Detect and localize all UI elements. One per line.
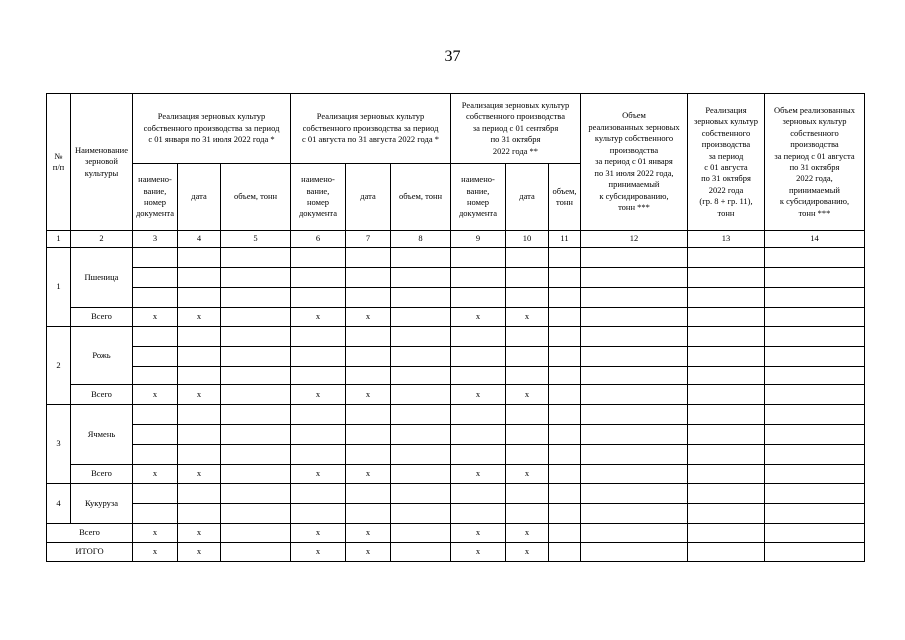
data-cell <box>451 268 506 288</box>
column-number: 12 <box>581 231 688 248</box>
not-applicable-mark: x <box>178 308 221 327</box>
not-applicable-mark: x <box>451 308 506 327</box>
data-cell <box>688 425 765 445</box>
not-applicable-mark: x <box>291 308 346 327</box>
data-cell <box>581 248 688 268</box>
data-cell <box>549 543 581 562</box>
data-cell <box>391 465 451 484</box>
data-cell <box>133 347 178 367</box>
data-cell <box>178 445 221 465</box>
data-cell <box>765 268 865 288</box>
data-cell <box>391 367 451 385</box>
data-cell <box>346 367 391 385</box>
data-cell <box>133 268 178 288</box>
data-cell <box>221 543 291 562</box>
crop-number: 3 <box>47 405 71 484</box>
data-cell <box>549 367 581 385</box>
column-number: 13 <box>688 231 765 248</box>
data-cell <box>346 484 391 504</box>
data-cell <box>765 288 865 308</box>
data-cell <box>581 385 688 405</box>
total-label: Всего <box>47 524 133 543</box>
data-cell <box>221 288 291 308</box>
data-cell <box>549 405 581 425</box>
data-cell <box>291 288 346 308</box>
data-cell <box>133 288 178 308</box>
header-col14: Объем реализованных зерновых культур собственного производства за период с 01 августа по 31 октября 2022 года, принимаемый к субсидированию, тонн *** <box>765 94 865 231</box>
data-cell <box>688 367 765 385</box>
data-cell <box>221 524 291 543</box>
data-cell <box>581 347 688 367</box>
total-row <box>47 385 865 405</box>
data-cell <box>346 445 391 465</box>
data-cell <box>346 268 391 288</box>
data-cell <box>688 484 765 504</box>
subheader-volume: объем, тонн <box>391 164 451 231</box>
subheader-volume: объем, тонн <box>549 164 581 231</box>
data-cell <box>291 248 346 268</box>
not-applicable-mark: x <box>346 543 391 562</box>
data-cell <box>688 288 765 308</box>
data-cell <box>506 367 549 385</box>
data-cell <box>346 248 391 268</box>
data-cell <box>549 445 581 465</box>
data-cell <box>221 327 291 347</box>
not-applicable-mark: x <box>506 385 549 405</box>
data-cell <box>346 347 391 367</box>
not-applicable-mark: x <box>346 308 391 327</box>
crop-subrow <box>47 347 865 367</box>
column-number: 11 <box>549 231 581 248</box>
data-cell <box>549 425 581 445</box>
crop-number: 4 <box>47 484 71 524</box>
data-cell <box>765 327 865 347</box>
not-applicable-mark: x <box>291 385 346 405</box>
not-applicable-mark: x <box>133 543 178 562</box>
not-applicable-mark: x <box>346 465 391 484</box>
column-number: 4 <box>178 231 221 248</box>
crop-subrow <box>47 288 865 308</box>
data-cell <box>765 385 865 405</box>
header-crop-name: Наименование зерновой культуры <box>71 94 133 231</box>
data-cell <box>506 445 549 465</box>
data-cell <box>451 327 506 347</box>
data-cell <box>549 385 581 405</box>
data-cell <box>346 504 391 524</box>
not-applicable-mark: x <box>506 308 549 327</box>
header-group-sep-oct: Реализация зерновых культур собственного производства за период с 01 сентября по 31 октября 2022 года ** <box>451 94 581 164</box>
data-cell <box>581 425 688 445</box>
crop-number: 2 <box>47 327 71 405</box>
data-cell <box>765 504 865 524</box>
subheader-date: дата <box>506 164 549 231</box>
crop-subrow <box>47 367 865 385</box>
column-number: 7 <box>346 231 391 248</box>
data-cell <box>221 268 291 288</box>
data-cell <box>688 465 765 484</box>
column-number: 6 <box>291 231 346 248</box>
data-cell <box>549 268 581 288</box>
data-cell <box>178 288 221 308</box>
data-cell <box>506 288 549 308</box>
data-cell <box>178 405 221 425</box>
data-cell <box>581 268 688 288</box>
data-cell <box>133 367 178 385</box>
data-cell <box>221 385 291 405</box>
data-cell <box>133 248 178 268</box>
crop-subrow <box>47 425 865 445</box>
not-applicable-mark: x <box>178 543 221 562</box>
not-applicable-mark: x <box>451 543 506 562</box>
header-col13: Реализация зерновых культур собственного производства за период с 01 августа по 31 октября 2022 года (гр. 8 + гр. 11), тонн <box>688 94 765 231</box>
not-applicable-mark: x <box>291 465 346 484</box>
data-cell <box>688 524 765 543</box>
total-label: ИТОГО <box>47 543 133 562</box>
data-cell <box>391 405 451 425</box>
data-cell <box>221 367 291 385</box>
data-cell <box>221 484 291 504</box>
data-cell <box>506 268 549 288</box>
data-cell <box>391 288 451 308</box>
not-applicable-mark: x <box>291 524 346 543</box>
data-cell <box>765 425 865 445</box>
data-cell <box>549 504 581 524</box>
data-cell <box>221 405 291 425</box>
data-cell <box>506 248 549 268</box>
total-label: Всего <box>71 465 133 484</box>
data-cell <box>765 405 865 425</box>
data-cell <box>688 347 765 367</box>
data-cell <box>581 327 688 347</box>
crop-subrow <box>47 268 865 288</box>
data-cell <box>221 248 291 268</box>
data-cell <box>291 367 346 385</box>
header-col12: Объем реализованных зерновых культур собственного производства за период с 01 января по 31 июля 2022 года, принимаемый к субсидированию, тонн *** <box>581 94 688 231</box>
column-number: 1 <box>47 231 71 248</box>
data-cell <box>346 327 391 347</box>
data-cell <box>688 248 765 268</box>
not-applicable-mark: x <box>133 308 178 327</box>
data-cell <box>451 484 506 504</box>
data-cell <box>346 288 391 308</box>
subheader-date: дата <box>178 164 221 231</box>
data-cell <box>221 504 291 524</box>
column-number-row <box>47 231 865 248</box>
data-cell <box>506 484 549 504</box>
not-applicable-mark: x <box>178 524 221 543</box>
data-cell <box>581 288 688 308</box>
not-applicable-mark: x <box>346 524 391 543</box>
data-cell <box>765 347 865 367</box>
data-cell <box>391 347 451 367</box>
data-cell <box>506 425 549 445</box>
subheader-volume: объем, тонн <box>221 164 291 231</box>
data-cell <box>688 327 765 347</box>
data-cell <box>506 504 549 524</box>
crop-subrow <box>47 327 865 347</box>
data-cell <box>451 445 506 465</box>
data-cell <box>346 405 391 425</box>
not-applicable-mark: x <box>451 524 506 543</box>
data-cell <box>221 308 291 327</box>
data-cell <box>178 504 221 524</box>
data-cell <box>346 425 391 445</box>
subheader-doc: наимено- вание, номер документа <box>451 164 506 231</box>
data-cell <box>291 327 346 347</box>
data-cell <box>391 268 451 288</box>
subheader-doc: наимено- вание, номер документа <box>133 164 178 231</box>
not-applicable-mark: x <box>133 465 178 484</box>
data-cell <box>178 347 221 367</box>
data-cell <box>506 347 549 367</box>
data-cell <box>391 425 451 445</box>
column-number: 8 <box>391 231 451 248</box>
data-cell <box>133 484 178 504</box>
subheader-date: дата <box>346 164 391 231</box>
data-cell <box>291 484 346 504</box>
not-applicable-mark: x <box>506 543 549 562</box>
data-cell <box>451 504 506 524</box>
data-cell <box>178 484 221 504</box>
data-cell <box>391 524 451 543</box>
crop-number: 1 <box>47 248 71 327</box>
data-cell <box>549 248 581 268</box>
crop-name: Пшеница <box>71 248 133 308</box>
column-number: 5 <box>221 231 291 248</box>
data-cell <box>765 524 865 543</box>
data-cell <box>291 425 346 445</box>
data-cell <box>688 445 765 465</box>
data-cell <box>581 543 688 562</box>
data-cell <box>391 504 451 524</box>
data-cell <box>391 327 451 347</box>
not-applicable-mark: x <box>133 385 178 405</box>
crop-subrow <box>47 484 865 504</box>
data-cell <box>221 347 291 367</box>
data-cell <box>581 445 688 465</box>
data-cell <box>549 327 581 347</box>
column-number: 2 <box>71 231 133 248</box>
data-cell <box>391 248 451 268</box>
not-applicable-mark: x <box>451 385 506 405</box>
subsidy-grain-table <box>46 93 865 562</box>
data-cell <box>549 484 581 504</box>
data-cell <box>133 504 178 524</box>
column-number: 14 <box>765 231 865 248</box>
not-applicable-mark: x <box>133 524 178 543</box>
crop-subrow <box>47 405 865 425</box>
data-cell <box>765 543 865 562</box>
data-cell <box>291 405 346 425</box>
data-cell <box>133 445 178 465</box>
subheader-doc: наимено- вание, номер документа <box>291 164 346 231</box>
data-cell <box>291 347 346 367</box>
data-cell <box>765 367 865 385</box>
data-cell <box>291 504 346 524</box>
data-cell <box>391 484 451 504</box>
total-label: Всего <box>71 308 133 327</box>
data-cell <box>549 465 581 484</box>
header-group-jan-jul: Реализация зерновых культур собственного производства за период с 01 января по 31 июля 2022 года * <box>133 94 291 164</box>
header-num: № п/п <box>47 94 71 231</box>
column-number: 9 <box>451 231 506 248</box>
data-cell <box>688 504 765 524</box>
not-applicable-mark: x <box>506 524 549 543</box>
total-row <box>47 308 865 327</box>
data-cell <box>221 425 291 445</box>
data-cell <box>451 288 506 308</box>
data-cell <box>765 308 865 327</box>
crop-name: Рожь <box>71 327 133 385</box>
data-cell <box>391 385 451 405</box>
data-cell <box>451 367 506 385</box>
header-group-aug: Реализация зерновых культур собственного производства за период с 01 августа по 31 августа 2022 года * <box>291 94 451 164</box>
data-cell <box>581 484 688 504</box>
crop-subrow <box>47 248 865 268</box>
data-cell <box>549 288 581 308</box>
not-applicable-mark: x <box>178 385 221 405</box>
data-cell <box>178 425 221 445</box>
not-applicable-mark: x <box>291 543 346 562</box>
crop-name: Кукуруза <box>71 484 133 524</box>
not-applicable-mark: x <box>506 465 549 484</box>
crop-name: Ячмень <box>71 405 133 465</box>
data-cell <box>549 308 581 327</box>
column-number: 3 <box>133 231 178 248</box>
data-cell <box>451 425 506 445</box>
data-cell <box>688 405 765 425</box>
data-cell <box>291 268 346 288</box>
data-cell <box>688 268 765 288</box>
data-cell <box>765 445 865 465</box>
data-cell <box>765 248 865 268</box>
data-cell <box>391 543 451 562</box>
total-row <box>47 465 865 484</box>
page-number: 37 <box>444 48 461 65</box>
data-cell <box>581 367 688 385</box>
data-cell <box>549 347 581 367</box>
data-cell <box>765 465 865 484</box>
data-cell <box>451 347 506 367</box>
not-applicable-mark: x <box>451 465 506 484</box>
data-cell <box>506 327 549 347</box>
data-cell <box>221 465 291 484</box>
data-cell <box>221 445 291 465</box>
data-cell <box>178 327 221 347</box>
data-cell <box>581 524 688 543</box>
data-cell <box>391 308 451 327</box>
total-label: Всего <box>71 385 133 405</box>
data-cell <box>688 308 765 327</box>
data-cell <box>688 385 765 405</box>
not-applicable-mark: x <box>346 385 391 405</box>
total-row <box>47 524 865 543</box>
data-cell <box>688 543 765 562</box>
total-row <box>47 543 865 562</box>
data-cell <box>549 524 581 543</box>
data-cell <box>765 484 865 504</box>
not-applicable-mark: x <box>178 465 221 484</box>
data-cell <box>391 445 451 465</box>
data-cell <box>506 405 549 425</box>
data-cell <box>451 248 506 268</box>
data-cell <box>178 268 221 288</box>
data-cell <box>581 465 688 484</box>
data-cell <box>178 248 221 268</box>
crop-subrow <box>47 445 865 465</box>
data-cell <box>581 308 688 327</box>
crop-subrow <box>47 504 865 524</box>
data-cell <box>133 405 178 425</box>
data-cell <box>178 367 221 385</box>
data-cell <box>291 445 346 465</box>
data-cell <box>133 425 178 445</box>
data-cell <box>133 327 178 347</box>
column-number: 10 <box>506 231 549 248</box>
data-cell <box>451 405 506 425</box>
data-cell <box>581 504 688 524</box>
data-cell <box>581 405 688 425</box>
